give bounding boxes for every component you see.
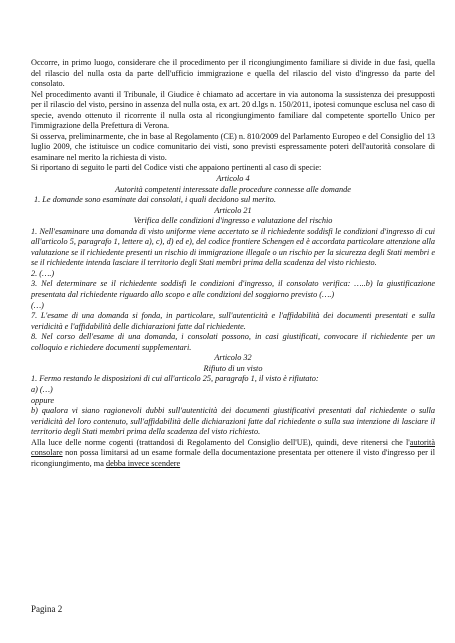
paragraph-riporto: Si riportano di seguito le parti del Codice visti che appaiono pertinenti al caso di specie: — [31, 163, 322, 173]
closing-text-a: Alla luce delle norme cogenti (trattandosi di Regolamento del Consiglio dell'UE), quindi, deve ritenersi che l' — [31, 437, 410, 447]
article-21-subtitle: Verifica delle condizioni d'ingresso e valutazione del rischio — [133, 216, 333, 226]
article-21-item-1: 1. Nell'esaminare una domanda di visto uniforme viene accertato se il richiedente soddisfi le condizioni d'ingresso di cui all'articolo 5, paragrafo 1, lettere a), c), d) ed e), del codice frontiere Schengen ed è accordata particolare attenzione alla valutazione se il richiedente presenti un rischio di immigrazione illegale o un rischio per la sicurezza degli Stati membri e se il richiedente intenda lasciare il territorio degli Stati membri prima della scadenza del visto richiesto. — [31, 226, 435, 268]
article-21-item-3: 3. Nel determinare se il richiedente soddisfi le condizioni d'ingresso, il consolato verifica: …..b) la giustificazione presentata dal richiedente riguardo allo scopo e alle condizioni del soggiorno previsto (….) — [31, 279, 435, 300]
article-32-item-b: b) qualora vi siano ragionevoli dubbi sull'autenticità dei documenti giustificativi presentati dal richiedente o sulla veridicità del loro contenuto, sull'affidabilità delle dichiarazioni fatte dal richiedente o sulla sua intenzione di lasciare il territorio degli Stati membri prima della scadenza del visto richiesto. — [31, 406, 435, 437]
article-21-ellipsis: (…) — [31, 300, 44, 310]
article-32-item-a: a) (…) — [31, 384, 53, 394]
paragraph-intro: Occorre, in primo luogo, considerare che il procedimento per il ricongiungimento familiare si divide in due fasi, quella del rilascio del nulla osta da parte dell'ufficio immigrazione e quella del rilascio del visto d'ingresso da parte del consolato. — [31, 58, 435, 89]
paragraph-tribunale: Nel procedimento avanti il Tribunale, il Giudice è chiamato ad accertare in via autonoma la sussistenza dei presupposti per il rilascio del visto, persino in assenza del nulla osta, ex art. 20 d.lgs n. 150/2011, ipotesi comunque esclusa nel caso di specie, avendo ottenuto il ricorrente il nulla osta al ricongiungimento familiare dal competente sportello Unico per l'immigrazione della Prefettura di Verona. — [31, 89, 435, 131]
article-32-heading: Articolo 32 — [214, 353, 252, 363]
article-21-heading: Articolo 21 — [214, 205, 252, 215]
article-32-oppure: oppure — [31, 395, 55, 405]
closing-text-b: non possa limitarsi ad un esame formale della documentazione presentata per ottenere il visto d'ingresso per il ricongiungimento, ma — [31, 448, 435, 468]
article-32-subtitle: Rifiuto di un visto — [203, 363, 263, 373]
article-21-item-7: 7. L'esame di una domanda si fonda, in particolare, sull'autenticità e l'affidabilità dei documenti presentati e sulla veridicità e l'affidabilità delle dichiarazioni fatte dal richiedente. — [31, 311, 435, 331]
article-4-item-1: 1. Le domande sono esaminate dai consolati, i quali decidono sul merito. — [34, 195, 276, 205]
paragraph-regolamento: Si osserva, preliminarmente, che in base al Regolamento (CE) n. 810/2009 del Parlamento Europeo e del Consiglio del 13 luglio 2009, che istituisce un codice comunitario dei visti, sono previsti espressamente poteri dell'autorità consolare di esaminare nel merito la richiesta di visto. — [31, 131, 435, 162]
paragraph-closing — [31, 438, 435, 470]
article-4-subtitle: Autorità competenti interessate dalle procedure connesse alle domande — [115, 184, 351, 194]
closing-underlined-debba: debba invece scendere — [105, 458, 181, 468]
article-21-item-8: 8. Nel corso dell'esame di una domanda, i consolati possono, in casi giustificati, convocare il richiedente per un colloquio e richiedere documenti supplementari. — [31, 332, 435, 352]
article-21-item-2: 2. (….) — [31, 268, 55, 278]
page-number: Pagina 2 — [31, 604, 63, 614]
article-4-heading: Articolo 4 — [216, 174, 250, 184]
document-body — [31, 58, 435, 469]
article-32-item-1: 1. Fermo restando le disposizioni di cui all'articolo 25, paragrafo 1, il visto è rifiutato: — [31, 374, 319, 384]
closing-underlined-autorita: autorità consolare — [31, 437, 435, 458]
